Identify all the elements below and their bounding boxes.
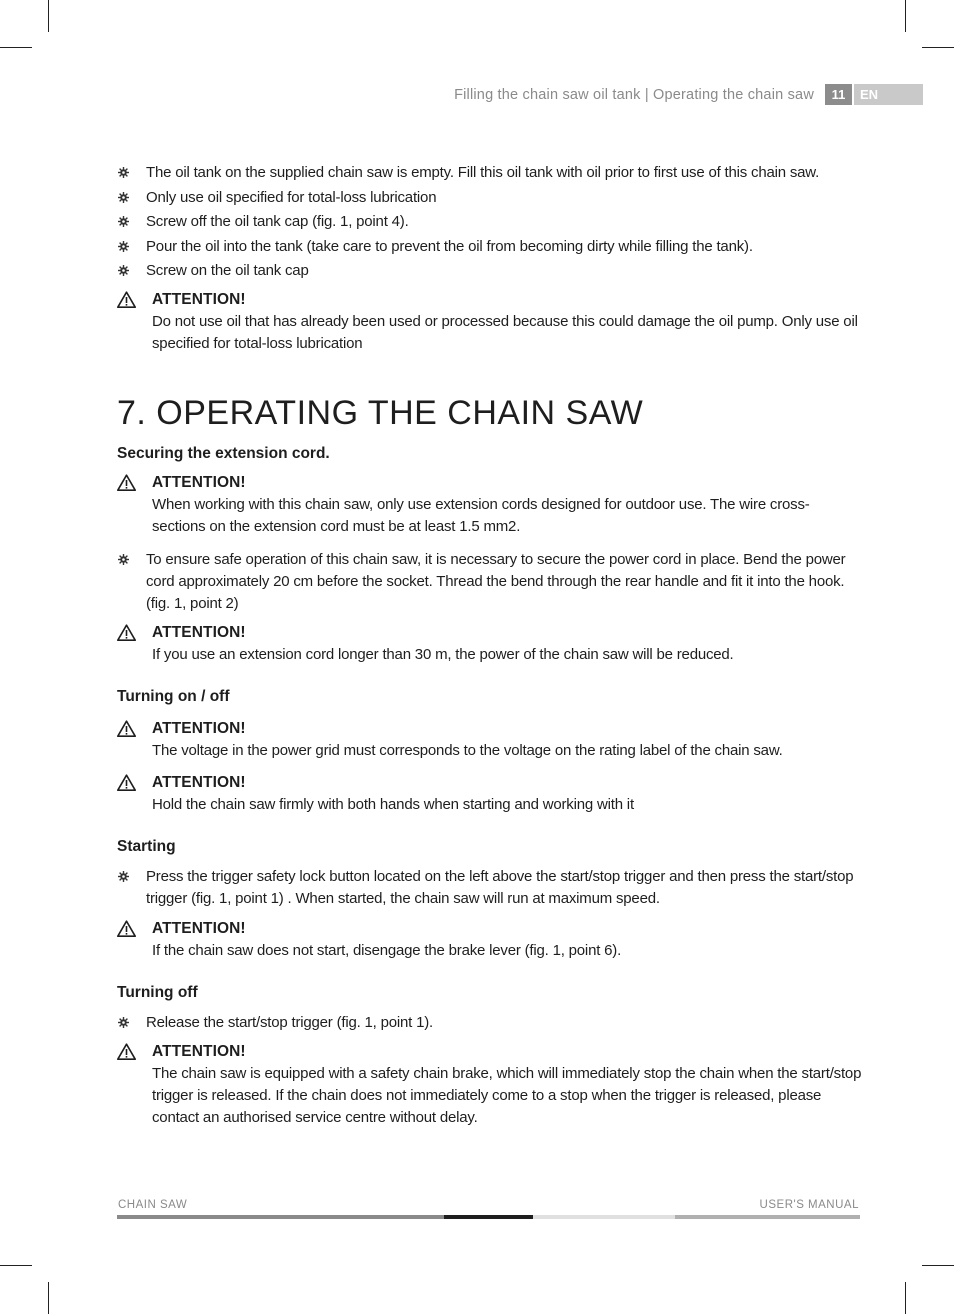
subheading: Turning off (117, 984, 198, 1001)
crop-mark (905, 1282, 906, 1314)
attention-text: The chain saw is equipped with a safety chain brake, which will immediately stop the chain when the start/stop trigger is released. If the chain does not immediately come to a stop when the trigger is released, please contact an authorised service centre without delay. (152, 1065, 862, 1126)
warning-icon (117, 1043, 136, 1060)
section-title: 7. OPERATING THE CHAIN SAW (117, 394, 644, 432)
subheading: Starting (117, 838, 176, 855)
attention-text: Hold the chain saw firmly with both hands when starting and working with it (152, 796, 634, 813)
bullet-icon (118, 871, 129, 882)
attention-note (117, 718, 862, 762)
footer-manual: USER'S MANUAL (759, 1199, 859, 1211)
attention-title: ATTENTION! (152, 291, 246, 308)
attention-title: ATTENTION! (152, 720, 246, 737)
warning-icon (117, 624, 136, 641)
attention-note (117, 472, 862, 538)
attention-note (117, 622, 862, 666)
list-item: Only use oil specified for total-loss lubrication (117, 187, 862, 209)
running-header: Filling the chain saw oil tank | Operating the chain saw (454, 87, 814, 103)
page-number: 11 (825, 84, 852, 105)
list-item: Pour the oil into the tank (take care to prevent the oil from becoming dirty while filling the tank). (117, 236, 862, 258)
attention-text: Do not use oil that has already been used or processed because this could damage the oil pump. Only use oil specified for total-loss lubrication (152, 313, 858, 352)
attention-title: ATTENTION! (152, 1043, 246, 1060)
bullet-icon (118, 554, 129, 565)
page-content (117, 160, 862, 1129)
subheading: Securing the extension cord. (117, 445, 330, 462)
footer-product: CHAIN SAW (118, 1199, 188, 1211)
footer-bar-segment (117, 1215, 444, 1219)
crop-mark (0, 47, 32, 48)
footer-bar-segment (444, 1215, 533, 1219)
footer-bar-segment (533, 1215, 675, 1219)
crop-mark (0, 1265, 32, 1266)
bullet-icon (118, 167, 129, 178)
attention-text: The voltage in the power grid must corresponds to the voltage on the rating label of the chain saw. (152, 742, 783, 759)
warning-icon (117, 774, 136, 791)
attention-note (117, 918, 862, 962)
list-item: Press the trigger safety lock button located on the left above the start/stop trigger and then press the start/stop trigger (fig. 1, point 1) . When started, the chain saw will run at maximum speed. (117, 866, 862, 910)
bullet-icon (118, 265, 129, 276)
language-tab: EN (854, 84, 923, 105)
attention-title: ATTENTION! (152, 774, 246, 791)
list-item: Screw off the oil tank cap (fig. 1, point 4). (117, 211, 862, 233)
crop-mark (922, 1265, 954, 1266)
attention-note (117, 289, 862, 355)
attention-note (117, 772, 862, 816)
attention-text: When working with this chain saw, only use extension cords designed for outdoor use. The wire cross-sections on the extension cord must be at least 1.5 mm2. (152, 496, 810, 535)
footer-bar-segment (675, 1215, 860, 1219)
attention-text: If you use an extension cord longer than 30 m, the power of the chain saw will be reduced. (152, 646, 734, 663)
list-item: To ensure safe operation of this chain saw, it is necessary to secure the power cord in place. Bend the power cord approximately 20 cm before the socket. Thread the bend through the rear handle and fit it into the hook. (fig. 1, point 2) (117, 549, 862, 615)
attention-title: ATTENTION! (152, 920, 246, 937)
list-item: Screw on the oil tank cap (117, 260, 862, 282)
subheading: Turning on / off (117, 688, 230, 705)
attention-note (117, 1041, 862, 1129)
crop-mark (48, 0, 49, 32)
warning-icon (117, 291, 136, 308)
warning-icon (117, 474, 136, 491)
warning-icon (117, 720, 136, 737)
crop-mark (48, 1282, 49, 1314)
attention-text: If the chain saw does not start, disengage the brake lever (fig. 1, point 6). (152, 942, 622, 959)
bullet-icon (118, 216, 129, 227)
bullet-icon (118, 241, 129, 252)
list-item: Release the start/stop trigger (fig. 1, point 1). (117, 1012, 862, 1034)
crop-mark (922, 47, 954, 48)
attention-title: ATTENTION! (152, 474, 246, 491)
crop-mark (905, 0, 906, 32)
bullet-icon (118, 1017, 129, 1028)
warning-icon (117, 920, 136, 937)
bullet-icon (118, 192, 129, 203)
attention-title: ATTENTION! (152, 624, 246, 641)
list-item: The oil tank on the supplied chain saw is empty. Fill this oil tank with oil prior to first use of this chain saw. (117, 162, 862, 184)
